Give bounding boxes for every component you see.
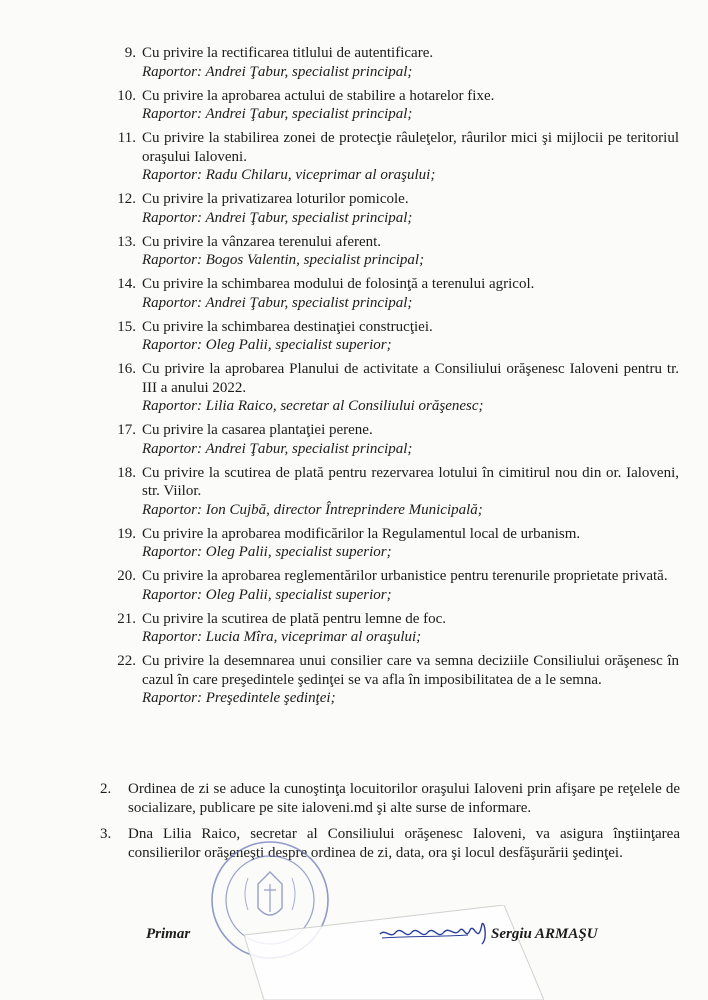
agenda-item-number: 9. [124,45,136,61]
main-points-list [100,780,680,870]
agenda-item-body [142,652,679,708]
agenda-item-body [142,44,679,81]
agenda-item-number: 15. [117,318,136,335]
signatory-name: Sergiu ARMAŞU [491,926,598,942]
agenda-item-raportor: Raportor: Andrei Ţabur, specialist principal; [142,106,413,122]
agenda-list [104,44,679,713]
agenda-item-body [142,464,679,520]
agenda-item [104,567,679,604]
agenda-item-number: 11. [117,130,136,146]
agenda-item-number: 16. [117,361,136,377]
agenda-item-number: 10. [117,87,136,104]
agenda-item [104,652,679,708]
agenda-item [104,129,679,185]
agenda-item [104,318,679,355]
agenda-item [104,525,679,562]
agenda-item-text: Cu privire la aprobarea actului de stabilire a hotarelor fixe. [142,87,495,104]
agenda-item-number: 12. [117,191,136,207]
agenda-item-text: Cu privire la schimbarea destinaţiei construcţiei. [142,318,433,335]
agenda-item [104,87,679,124]
agenda-item-text: Cu privire la aprobarea modificărilor la Regulamentul local de urbanism. [142,525,581,542]
handwritten-signature [378,918,490,948]
agenda-item-text: Cu privire la desemnarea unui consilier care va semna deciziile Consiliului orăşenesc în cazul în care preşedintele şedinţei se va afla în imposibilitatea de a le semna. [142,653,679,688]
agenda-item-body [142,190,679,227]
signature-row [0,924,708,954]
main-point [100,825,680,863]
main-point [100,780,680,818]
agenda-item-raportor: Raportor: Andrei Ţabur, specialist principal; [142,294,413,311]
agenda-item-body [142,318,679,355]
main-point-number: 3. [100,826,112,842]
agenda-item-raportor: Raportor: Bogos Valentin, specialist principal; [142,252,425,268]
agenda-item-number: 18. [117,464,136,481]
main-point-text: Dna Lilia Raico, secretar al Consiliului orăşenesc Ialoveni, va asigura înştiinţarea consilierilor orăşeneşti despre ordinea de zi, data, ora şi locul desfăşurării şedinţei. [128,826,680,861]
agenda-item-text: Cu privire la scutirea de plată pentru lemne de foc. [142,610,447,627]
agenda-item-text: Cu privire la schimbarea modului de folosinţă a terenului agricol. [142,276,535,292]
agenda-item-text: Cu privire la casarea plantaţiei perene. [142,422,373,438]
agenda-item [104,464,679,520]
agenda-item-number: 22. [117,653,136,669]
agenda-item-text: Cu privire la vânzarea terenului aferent. [142,233,382,250]
agenda-item-text: Cu privire la stabilirea zonei de protecţie râuleţelor, râurilor mici şi mijlocii pe teritoriul oraşului Ialoveni. [142,130,679,165]
agenda-item-raportor: Raportor: Preşedintele şedinţei; [142,690,336,706]
signatory-role: Primar [146,926,191,942]
agenda-item-number: 13. [117,233,136,250]
agenda-item-raportor: Raportor: Oleg Palii, specialist superior; [142,586,392,603]
agenda-item-text: Cu privire la rectificarea titlului de autentificare. [142,45,434,61]
agenda-item-raportor: Raportor: Ion Cujbă, director Întreprindere Municipală; [142,501,483,518]
agenda-item-raportor: Raportor: Oleg Palii, specialist superior; [142,337,392,353]
agenda-item [104,610,679,647]
main-point-text: Ordinea de zi se aduce la cunoştinţa locuitorilor oraşului Ialoveni prin afişare pe reţelele de socializare, publicare pe site ialoveni.md şi alte surse de informare. [128,781,680,816]
agenda-item-text: Cu privire la privatizarea loturilor pomicole. [142,191,409,207]
agenda-item-body [142,233,679,270]
agenda-item-body [142,87,679,124]
agenda-item-body [142,275,679,312]
agenda-item-raportor: Raportor: Lucia Mîra, viceprimar al oraşului; [142,629,422,645]
agenda-item-body [142,567,679,604]
agenda-item-body [142,129,679,185]
agenda-item-raportor: Raportor: Radu Chilaru, viceprimar al oraşului; [142,167,436,183]
agenda-item [104,421,679,458]
agenda-item [104,360,679,416]
agenda-item [104,233,679,270]
agenda-item-text: Cu privire la aprobarea reglementărilor urbanistice pentru terenurile proprietate privată. [142,568,668,584]
agenda-item-text: Cu privire la aprobarea Planului de activitate a Consiliului orăşenesc Ialoveni pentru tr. III a anului 2022. [142,361,679,396]
agenda-item-raportor: Raportor: Andrei Ţabur, specialist principal; [142,209,413,226]
agenda-item-number: 17. [117,422,136,438]
agenda-item-raportor: Raportor: Lilia Raico, secretar al Consiliului orăşenesc; [142,398,484,414]
agenda-item-number: 21. [117,610,136,627]
agenda-item-number: 19. [117,525,136,542]
agenda-item-raportor: Raportor: Andrei Ţabur, specialist principal; [142,63,413,80]
agenda-item-body [142,610,679,647]
agenda-item [104,190,679,227]
agenda-item-number: 20. [117,568,136,584]
agenda-item-raportor: Raportor: Andrei Ţabur, specialist principal; [142,440,413,457]
agenda-item-body [142,421,679,458]
agenda-item-number: 14. [117,276,136,292]
agenda-item-raportor: Raportor: Oleg Palii, specialist superior; [142,544,392,560]
agenda-item-body [142,360,679,416]
agenda-item-body [142,525,679,562]
main-point-number: 2. [100,781,112,797]
agenda-item [104,44,679,81]
agenda-item-text: Cu privire la scutirea de plată pentru rezervarea lotului în cimitirul nou din or. Ialoveni, str. Viilor. [142,464,679,499]
agenda-item [104,275,679,312]
